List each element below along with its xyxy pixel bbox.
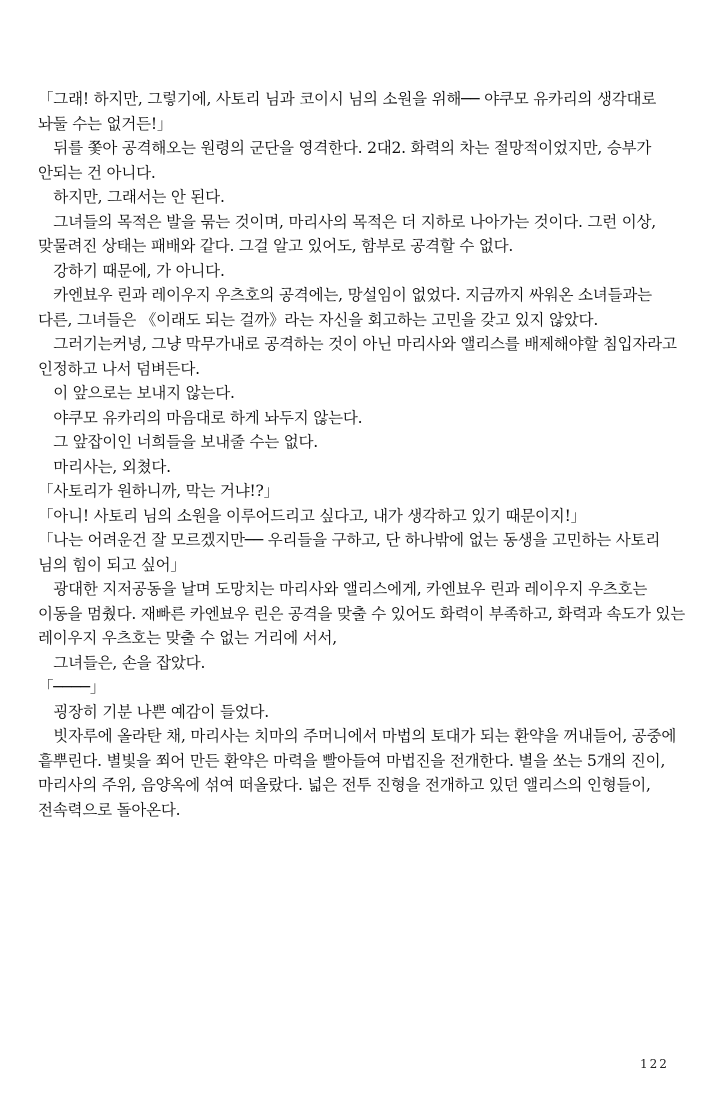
- paragraph: 하지만, 그래서는 안 된다.: [38, 188, 225, 206]
- paragraph: 야쿠모 유카리의 마음대로 하게 놔두지 않는다.: [38, 408, 363, 427]
- dialogue-line: 「────」: [38, 678, 106, 696]
- page-number: 122: [640, 1057, 669, 1071]
- paragraph: 뒤를 쫓아 공격해오는 원령의 군단을 영격한다. 2대2. 화력의 차는 절망적이었지만, 승부가 안되는 건 아니다.: [38, 139, 652, 182]
- body-text: [38, 87, 688, 822]
- paragraph: 그녀들의 목적은 발을 묶는 것이며, 마리사의 목적은 더 지하로 나아가는 것이다. 그런 이상, 맞물려진 상태는 패배와 같다. 그걸 알고 있어도, 함부로 공격할 수 없다.: [38, 212, 657, 255]
- paragraph: 이 앞으로는 보내지 않는다.: [38, 384, 235, 402]
- dialogue-line: 「나는 어려운건 잘 모르겠지만── 우리들을 구하고, 단 하나밖에 없는 동생을 고민하는 사토리 님의 힘이 되고 싶어」: [38, 531, 661, 574]
- paragraph: 그녀들은, 손을 잡았다.: [38, 653, 206, 672]
- paragraph: 「그래! 하지만, 그렇기에, 사토리 님과 코이시 님의 소원을 위해── 야쿠모 유카리의 생각대로 놔둘 수는 없거든!」: [38, 90, 657, 133]
- paragraph: 광대한 지저공동을 날며 도망치는 마리사와 앨리스에게, 카엔뵤우 린과 레이우지 우츠호는 이동을 멈췄다. 재빠른 카엔뵤우 린은 공격을 맞출 수 있어도 화력이 부족하고, 화력과 속도가 있는 레이우지 우츠호는 맞출 수 없는 거리에 서서,: [38, 580, 686, 647]
- paragraph: 그러기는커녕, 그냥 막무가내로 공격하는 것이 아닌 마리사와 앨리스를 배제해야할 침입자라고 인정하고 나서 덤벼든다.: [38, 335, 677, 378]
- paragraph: 카엔뵤우 린과 레이우지 우츠호의 공격에는, 망설임이 없었다. 지금까지 싸워온 소녀들과는 다른, 그녀들은 《이래도 되는 걸까》라는 자신을 회고하는 고민을 갖고 있지 않았다.: [38, 286, 652, 329]
- paragraph: 마리사는, 외쳤다.: [38, 457, 171, 476]
- paragraph: 굉장히 기분 나쁜 예감이 들었다.: [38, 702, 269, 721]
- paragraph: 그 앞잡이인 너희들을 보내줄 수는 없다.: [38, 433, 319, 451]
- paragraph: 빗자루에 올라탄 채, 마리사는 치마의 주머니에서 마법의 토대가 되는 환약을 꺼내들어, 공중에 흩뿌린다. 별빛을 쬐어 만든 환약은 마력을 빨아들여 마법진을 전개한다. 별을 쏘는 5개의 진이, 마리사의 주위, 음양옥에 섞여 떠올랐다. 넓은 전투 진형을 전개하고 있던 앨리스의 인형들이, 전속력으로 돌아온다.: [38, 727, 677, 819]
- paragraph: 강하기 때문에, 가 아니다.: [38, 261, 225, 280]
- dialogue-line: 「사토리가 원하니까, 막는 거냐!?」: [38, 482, 279, 500]
- dialogue-line: 「아니! 사토리 님의 소원을 이루어드리고 싶다고, 내가 생각하고 있기 때문이지!」: [38, 506, 586, 525]
